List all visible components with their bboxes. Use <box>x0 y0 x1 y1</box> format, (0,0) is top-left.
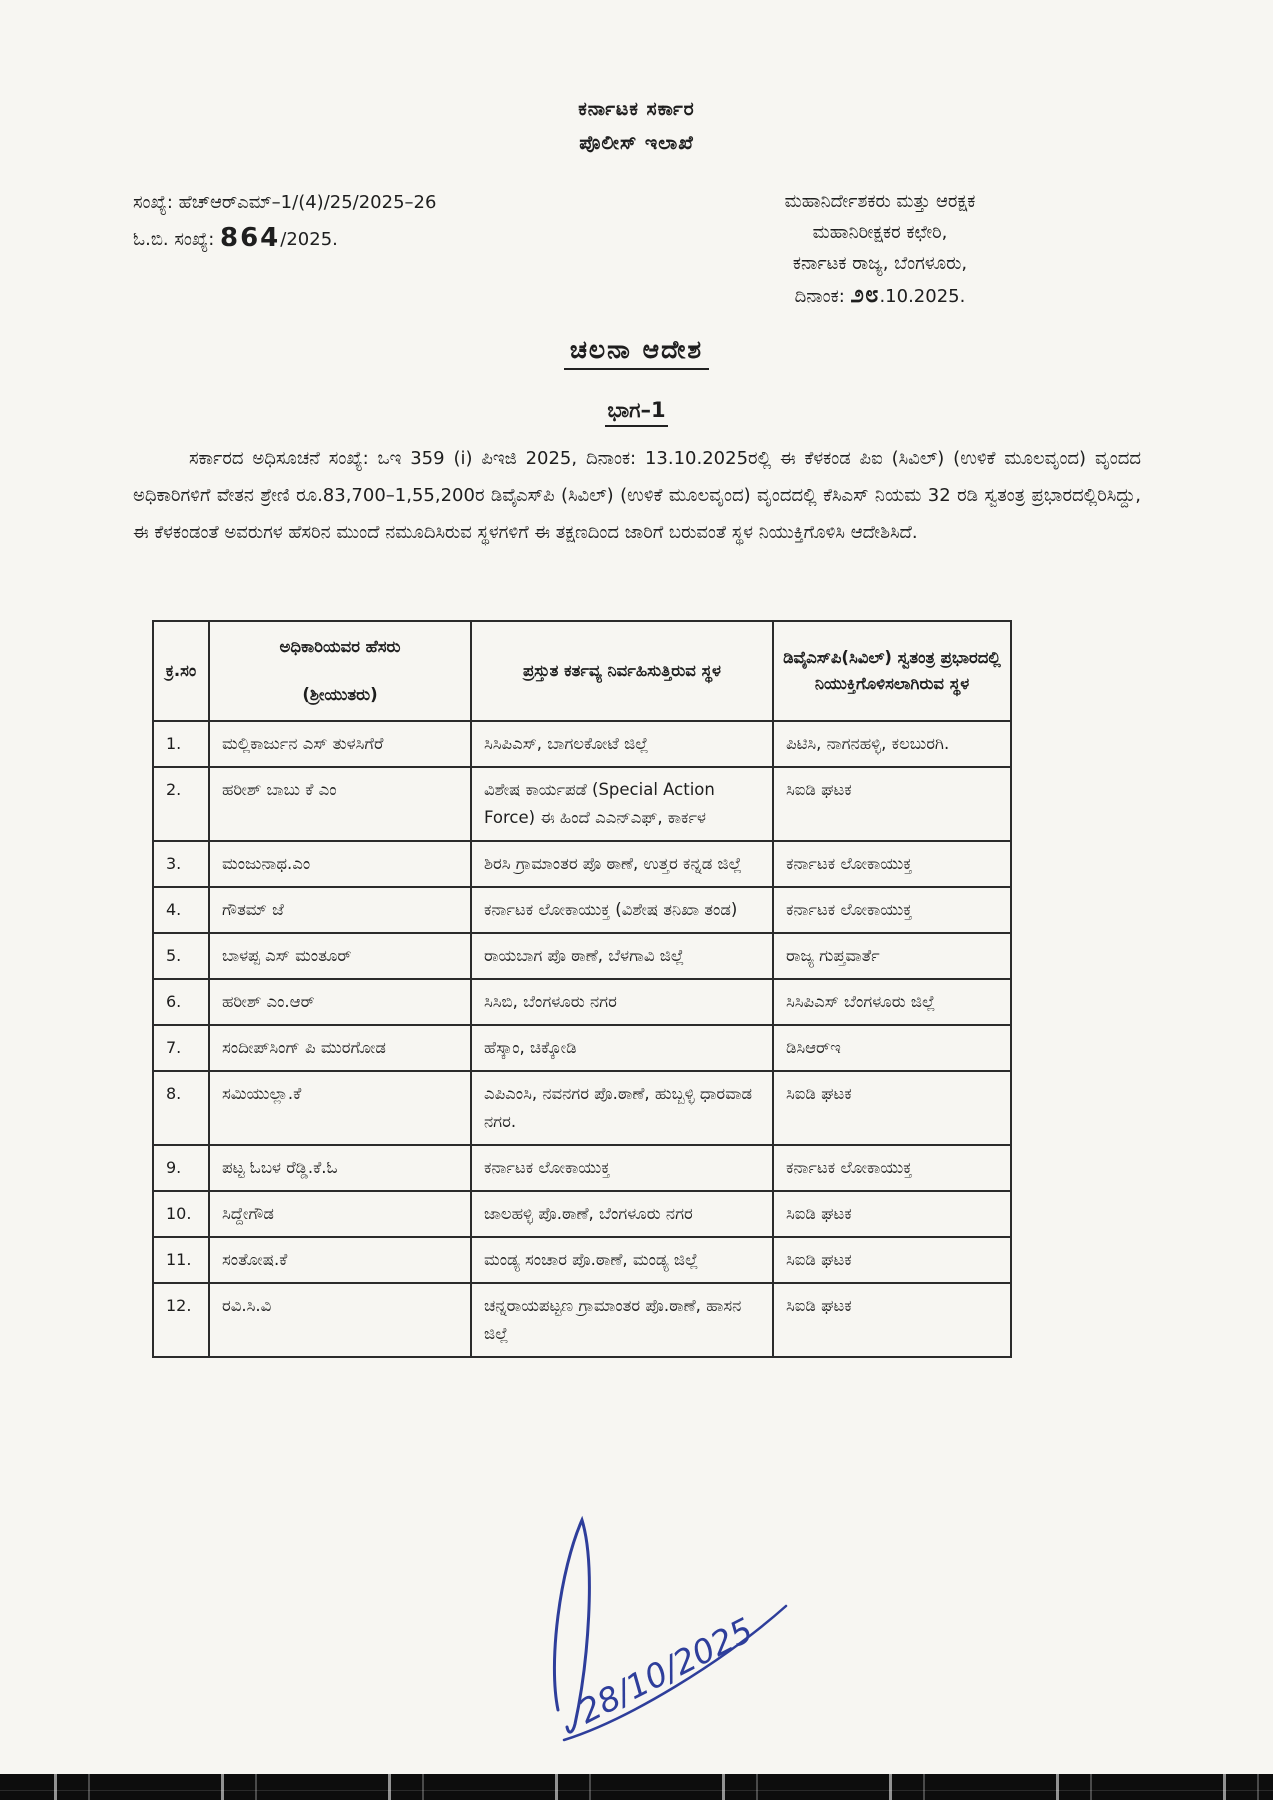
cell-slno: 2. <box>153 767 209 841</box>
cell-slno: 6. <box>153 979 209 1025</box>
cell-officer-name: ಪಟ್ಟ ಓಬಳ ರೆಡ್ಡಿ.ಕೆ.ಓ <box>209 1145 471 1191</box>
office-line-3: ಕರ್ನಾಟಕ ರಾಜ್ಯ, ಬೆಂಗಳೂರು, <box>792 253 968 274</box>
date-suffix: .10.2025. <box>879 286 966 307</box>
department-name: ಪೊಲೀಸ್ ಇಲಾಖೆ <box>579 132 694 154</box>
document-title-row <box>0 335 1273 365</box>
cell-posted-place: ಕರ್ನಾಟಕ ಲೋಕಾಯುಕ್ತ <box>773 1145 1011 1191</box>
cell-officer-name: ಮಂಜುನಾಥ.ಎಂ <box>209 841 471 887</box>
order-date-line <box>735 279 1025 312</box>
transfer-table-header <box>153 621 1011 721</box>
scan-edge-strip <box>0 1774 1273 1800</box>
cell-slno: 9. <box>153 1145 209 1191</box>
cell-current-place: ಚನ್ನರಾಯಪಟ್ಟಣ ಗ್ರಾಮಾಂತರ ಪೊ.ಠಾಣೆ, ಹಾಸನ ಜಿಲ್ಲೆ <box>471 1283 773 1357</box>
cell-current-place: ಎಪಿಎಂಸಿ, ನವನಗರ ಪೊ.ಠಾಣೆ, ಹುಬ್ಬಳ್ಳಿ ಧಾರವಾಡ ನಗರ. <box>471 1071 773 1145</box>
cell-current-place: ವಿಶೇಷ ಕಾರ್ಯಪಡೆ (Special Action Force) ಈ ಹಿಂದೆ ಎಎನ್‌ಎಫ್, ಕಾರ್ಕಳ <box>471 767 773 841</box>
reference-number-line: ಸಂಖ್ಯೆ: ಹೆಚ್‌ಆರ್‌ಎಮ್–1/(4)/25/2025–26 <box>133 192 437 213</box>
date-day-handwritten: ೨೮ <box>850 280 880 308</box>
col-header-posted-place: ಡಿವೈಎಸ್‌ಪಿ(ಸಿವಿಲ್) ಸ್ವತಂತ್ರ ಪ್ರಭಾರದಲ್ಲಿ ನಿಯುಕ್ತಿಗೊಳಿಸಲಾಗಿರುವ ಸ್ಥಳ <box>773 621 1011 721</box>
cell-officer-name: ಹರೀಶ್ ಬಾಬು ಕೆ ಎಂ <box>209 767 471 841</box>
transfer-table-body <box>153 721 1011 1357</box>
document-part: ಭಾಗ–1 <box>605 398 667 427</box>
government-name: ಕರ್ನಾಟಕ ಸರ್ಕಾರ <box>578 98 695 120</box>
order-body-paragraph: ಸರ್ಕಾರದ ಅಧಿಸೂಚನೆ ಸಂಖ್ಯೆ: ಒಇ 359 (i) ಪಿಇಜಿ 2025, ದಿನಾಂಕ: 13.10.2025ರಲ್ಲಿ ಈ ಕೆಳಕಂಡ ಪಿಐ (ಸಿವಿಲ್) (ಉಳಿಕೆ ಮೂಲವೃಂದ) ವೃಂದದ ಅಧಿಕಾರಿಗಳಿಗೆ ವೇತನ ಶ್ರೇಣಿ ರೂ.83,700–1,55,200ರ ಡಿವೈಎಸ್‌ಪಿ (ಸಿವಿಲ್) (ಉಳಿಕೆ ಮೂಲವೃಂದ) ವೃಂದದಲ್ಲಿ ಕೆಸಿಎಸ್ ನಿಯಮ 32 ರಡಿ ಸ್ವತಂತ್ರ ಪ್ರಭಾರದಲ್ಲಿರಿಸಿದ್ದು, ಈ ಕೆಳಕಂಡಂತೆ ಅವರುಗಳ ಹೆಸರಿನ ಮುಂದೆ ನಮೂದಿಸಿರುವ ಸ್ಥಳಗಳಿಗೆ ಈ ತಕ್ಷಣದಿಂದ ಜಾರಿಗೆ ಬರುವಂತೆ ಸ್ಥಳ ನಿಯುಕ್ತಿಗೊಳಿಸಿ ಆದೇಶಿಸಿದೆ. <box>133 448 1141 543</box>
table-row <box>153 1071 1011 1145</box>
cell-officer-name: ರವಿ.ಸಿ.ವಿ <box>209 1283 471 1357</box>
document-title: ಚಲನಾ ಆದೇಶ <box>564 335 709 370</box>
handwritten-signature <box>528 1512 818 1752</box>
cell-slno: 3. <box>153 841 209 887</box>
cell-current-place: ಮಂಡ್ಯ ಸಂಚಾರ ಪೊ.ಠಾಣೆ, ಮಂಡ್ಯ ಜಿಲ್ಲೆ <box>471 1237 773 1283</box>
cell-current-place: ಕರ್ನಾಟಕ ಲೋಕಾಯುಕ್ತ <box>471 1145 773 1191</box>
cell-slno: 11. <box>153 1237 209 1283</box>
ob-number-handwritten: 864 <box>220 223 281 253</box>
cell-current-place: ಸಿಸಿಬಿ, ಬೆಂಗಳೂರು ನಗರ <box>471 979 773 1025</box>
cell-officer-name: ಹರೀಶ್ ಎಂ.ಆರ್ <box>209 979 471 1025</box>
ob-number-prefix: ಓ.ಬಿ. ಸಂಖ್ಯೆ: <box>133 229 215 250</box>
table-row <box>153 767 1011 841</box>
cell-slno: 10. <box>153 1191 209 1237</box>
ob-number-line <box>133 220 436 257</box>
cell-officer-name: ಮಲ್ಲಿಕಾರ್ಜುನ ಎಸ್ ತುಳಸಿಗೆರೆ <box>209 721 471 767</box>
table-row <box>153 1025 1011 1071</box>
cell-current-place: ಜಾಲಹಳ್ಳಿ ಪೊ.ಠಾಣೆ, ಬೆಂಗಳೂರು ನಗರ <box>471 1191 773 1237</box>
cell-slno: 8. <box>153 1071 209 1145</box>
table-row <box>153 887 1011 933</box>
cell-slno: 12. <box>153 1283 209 1357</box>
cell-posted-place: ರಾಜ್ಯ ಗುಪ್ತವಾರ್ತೆ <box>773 933 1011 979</box>
cell-slno: 7. <box>153 1025 209 1071</box>
table-row <box>153 1237 1011 1283</box>
table-row <box>153 1191 1011 1237</box>
cell-current-place: ಶಿರಸಿ ಗ್ರಾಮಾಂತರ ಪೊ ಠಾಣೆ, ಉತ್ತರ ಕನ್ನಡ ಜಿಲ್ಲೆ <box>471 841 773 887</box>
col-header-officer-name <box>209 621 471 721</box>
col-header-officer-name-label: ಅಧಿಕಾರಿಯವರ ಹೆಸರು <box>279 637 401 656</box>
cell-current-place: ರಾಯಬಾಗ ಪೊ ಠಾಣೆ, ಬೆಳಗಾವಿ ಜಿಲ್ಲೆ <box>471 933 773 979</box>
col-header-current-place: ಪ್ರಸ್ತುತ ಕರ್ತವ್ಯ ನಿರ್ವಹಿಸುತ್ತಿರುವ ಸ್ಥಳ <box>471 621 773 721</box>
date-prefix: ದಿನಾಂಕ: <box>794 286 845 307</box>
cell-current-place: ಕರ್ನಾಟಕ ಲೋಕಾಯುಕ್ತ (ವಿಶೇಷ ತನಿಖಾ ತಂಡ) <box>471 887 773 933</box>
cell-slno: 1. <box>153 721 209 767</box>
cell-officer-name: ಸಂದೀಪ್‌ಸಿಂಗ್ ಪಿ ಮುರಗೋಡ <box>209 1025 471 1071</box>
cell-posted-place: ಕರ್ನಾಟಕ ಲೋಕಾಯುಕ್ತ <box>773 887 1011 933</box>
ob-number-suffix: /2025. <box>280 229 338 250</box>
cell-posted-place: ಸಿಸಿಪಿಎಸ್ ಬೆಂಗಳೂರು ಜಿಲ್ಲೆ <box>773 979 1011 1025</box>
cell-slno: 4. <box>153 887 209 933</box>
office-line-1: ಮಹಾನಿರ್ದೇಶಕರು ಮತ್ತು ಆರಕ್ಷಕ <box>784 191 976 212</box>
col-header-slno: ಕ್ರ.ಸಂ <box>153 621 209 721</box>
transfer-table <box>152 620 1012 1358</box>
cell-posted-place: ಸಿಐಡಿ ಘಟಕ <box>773 1283 1011 1357</box>
cell-posted-place: ಡಿಸಿಆರ್‌ಇ <box>773 1025 1011 1071</box>
cell-posted-place: ಸಿಐಡಿ ಘಟಕ <box>773 1237 1011 1283</box>
table-row <box>153 1283 1011 1357</box>
reference-block <box>133 186 436 257</box>
signature-date-text: 28/10/2025 <box>571 1610 760 1732</box>
cell-posted-place: ಸಿಐಡಿ ಘಟಕ <box>773 1191 1011 1237</box>
col-header-officer-name-sublabel: (ಶ್ರೀಯುತರು) <box>302 685 378 704</box>
cell-current-place: ಸಿಸಿಪಿಎಸ್, ಬಾಗಲಕೋಟೆ ಜಿಲ್ಲೆ <box>471 721 773 767</box>
cell-posted-place: ಪಿಟಿಸಿ, ನಾಗನಹಳ್ಳಿ, ಕಲಬುರಗಿ. <box>773 721 1011 767</box>
cell-officer-name: ಗೌತಮ್ ಜೆ <box>209 887 471 933</box>
office-line-2: ಮಹಾನಿರೀಕ್ಷಕರ ಕಛೇರಿ, <box>812 222 948 243</box>
table-row <box>153 1145 1011 1191</box>
cell-current-place: ಹೆಸ್ಕಾಂ, ಚಿಕ್ಕೋಡಿ <box>471 1025 773 1071</box>
table-row <box>153 979 1011 1025</box>
cell-officer-name: ಸಮಿಯುಲ್ಲಾ.ಕೆ <box>209 1071 471 1145</box>
table-row <box>153 841 1011 887</box>
cell-officer-name: ಬಾಳಪ್ಪ ಎಸ್ ಮಂತೂರ್ <box>209 933 471 979</box>
table-row <box>153 933 1011 979</box>
cell-slno: 5. <box>153 933 209 979</box>
table-row <box>153 721 1011 767</box>
document-part-row <box>0 398 1273 423</box>
cell-posted-place: ಕರ್ನಾಟಕ ಲೋಕಾಯುಕ್ತ <box>773 841 1011 887</box>
issuing-office-block <box>735 186 1025 312</box>
cell-officer-name: ಸಂತೋಷ.ಕೆ <box>209 1237 471 1283</box>
signature-ink-icon <box>528 1512 818 1752</box>
cell-officer-name: ಸಿದ್ದೇಗೌಡ <box>209 1191 471 1237</box>
cell-posted-place: ಸಿಐಡಿ ಘಟಕ <box>773 767 1011 841</box>
cell-posted-place: ಸಿಐಡಿ ಘಟಕ <box>773 1071 1011 1145</box>
